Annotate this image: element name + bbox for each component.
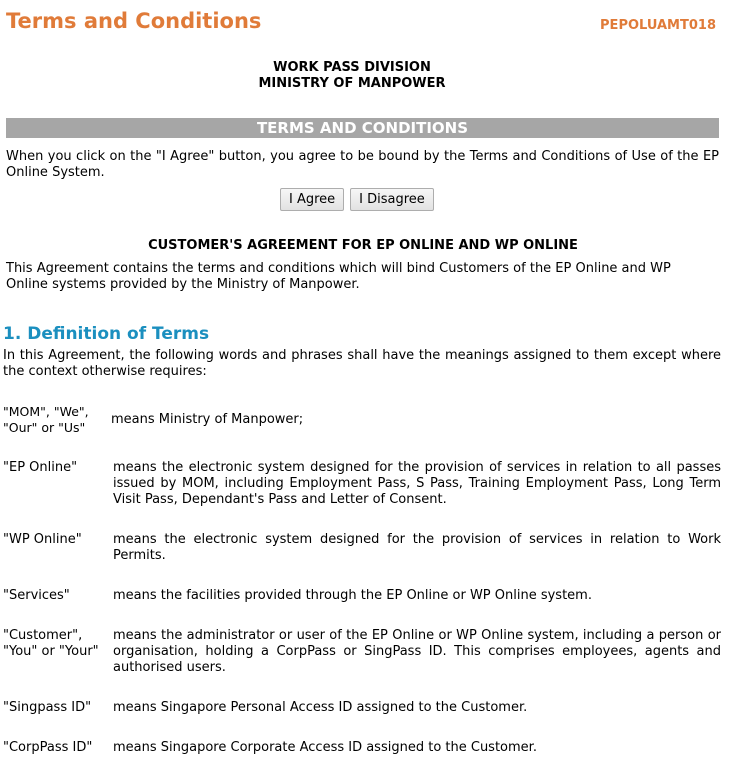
term-row [3, 532, 721, 564]
term-definition: means the facilities provided through the EP Online or WP Online system. [113, 588, 592, 603]
page-code: PEPOLUAMT018 [600, 18, 716, 33]
term-name: "MOM", "We", "Our" or "Us" [3, 404, 89, 435]
term-definition: means the electronic system designed for the provision of services in relation to all passes issued by MOM, including Employment Pass, S Pass, Training Employment Pass, Long Term Visit Pass, Dependant's Pass and Letter of Consent. [113, 460, 721, 507]
section-heading: 1. Definition of Terms [3, 324, 210, 344]
term-name: "Customer", "You" or "Your" [3, 628, 99, 659]
button-group [280, 188, 434, 211]
term-name: "WP Online" [3, 532, 82, 547]
term-row [3, 404, 721, 436]
section-intro: In this Agreement, the following words and phrases shall have the meanings assigned to them except where the context otherwise requires: [3, 348, 721, 379]
term-definition: means the administrator or user of the EP Online or WP Online system, including a person or organisation, holding a CorpPass or SingPass ID. This comprises employees, agents and authorised users. [113, 628, 721, 675]
term-row [3, 588, 721, 604]
term-definition: means the electronic system designed for the provision of services in relation to Work Permits. [113, 532, 721, 563]
term-row [3, 740, 721, 756]
terms-banner: TERMS AND CONDITIONS [6, 118, 719, 138]
page-title: Terms and Conditions [6, 9, 262, 33]
organization-header [0, 60, 704, 92]
term-definition: means Singapore Personal Access ID assigned to the Customer. [113, 700, 528, 715]
term-name: "Services" [3, 588, 70, 603]
term-name: "CorpPass ID" [3, 740, 93, 755]
ministry-name: MINISTRY OF MANPOWER [258, 76, 446, 91]
term-definition: means Singapore Corporate Access ID assigned to the Customer. [113, 740, 537, 755]
term-definition: means Ministry of Manpower; [111, 412, 304, 427]
term-row [3, 628, 721, 676]
agree-button[interactable]: I Agree [280, 188, 344, 211]
agreement-text: This Agreement contains the terms and conditions which will bind Customers of the EP Online and WP Online systems provided by the Ministry of Manpower. [6, 261, 671, 292]
term-row [3, 700, 721, 716]
agreement-title: CUSTOMER'S AGREEMENT FOR EP ONLINE AND WP ONLINE [148, 238, 578, 253]
disagree-button[interactable]: I Disagree [350, 188, 434, 211]
term-name: "Singpass ID" [3, 700, 92, 715]
intro-text: When you click on the "I Agree" button, you agree to be bound by the Terms and Conditions of Use of the EP Online System. [6, 149, 719, 180]
term-row [3, 460, 721, 508]
term-name: "EP Online" [3, 460, 78, 475]
division-name: WORK PASS DIVISION [273, 60, 431, 75]
